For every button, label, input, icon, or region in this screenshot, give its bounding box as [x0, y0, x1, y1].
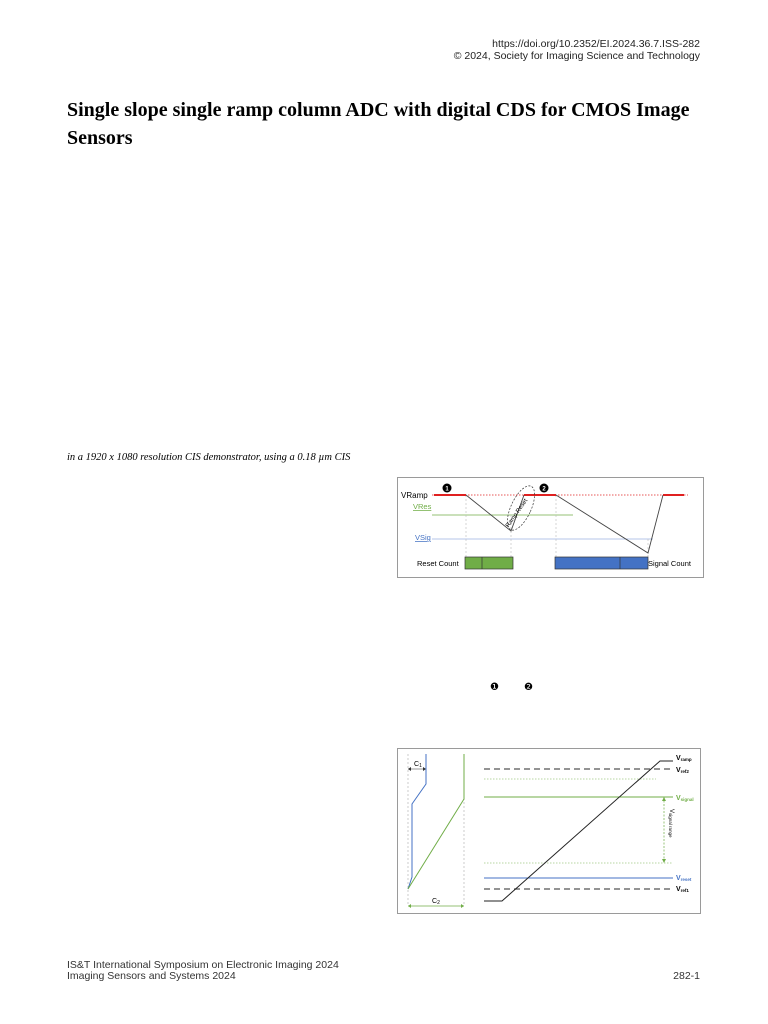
vref1-label-sub: ref1	[680, 888, 689, 893]
marker-1-label: 1	[445, 486, 449, 493]
vsignal-label-main: V	[676, 795, 681, 802]
vreset-label-main: V	[676, 875, 681, 882]
ramp-timing-svg	[398, 478, 703, 577]
figure-ramp-timing	[397, 477, 704, 578]
intro-text: in a 1920 x 1080 resolution CIS demonstrator, using a 0.18 µm CIS	[67, 452, 351, 463]
marker-1-text: ❶	[490, 682, 499, 693]
reset-count-bar	[465, 557, 513, 569]
c2-label-sub: 2	[437, 900, 440, 906]
vramp-label: VRamp	[401, 491, 428, 500]
signal-count-bar	[555, 557, 648, 569]
footer-conference	[67, 960, 339, 982]
copyright: © 2024, Society for Imaging Science and Technology	[453, 50, 700, 62]
marker-reference-text	[490, 682, 555, 693]
doi-header	[454, 38, 700, 62]
vramp-label-main: V	[676, 755, 681, 762]
vsignal-label	[676, 795, 694, 802]
vramp-label-sub: ramp	[680, 757, 692, 762]
figure-voltage-levels	[397, 748, 701, 914]
doi-link[interactable]: https://doi.org/10.2352/EI.2024.36.7.ISS-282	[492, 38, 700, 50]
vref2-label	[676, 767, 689, 774]
vramp-trace	[484, 761, 673, 901]
c1-label-sub: 1	[419, 763, 422, 769]
signal-range-label	[668, 809, 674, 838]
footer-line-2: Imaging Sensors and Systems 2024	[67, 970, 236, 982]
signal-range-label-sub: signal range	[668, 813, 673, 838]
vramp-label	[676, 755, 692, 762]
footer-line-1: IS&T International Symposium on Electronic Imaging 2024	[67, 959, 339, 971]
vres-label: VRes	[413, 502, 432, 511]
ramp-reset-label: Ramp Reset	[505, 498, 530, 529]
page-number: 282-1	[673, 970, 700, 982]
vsignal-label-sub: signal	[680, 797, 694, 802]
c1-label	[414, 761, 422, 769]
c1-trace	[408, 754, 426, 889]
c2-label-main: C	[432, 898, 438, 905]
vref2-label-main: V	[676, 767, 681, 774]
vref1-label	[676, 886, 689, 893]
signal-range-label-main: V	[668, 809, 674, 814]
vsig-label: VSig	[415, 533, 431, 542]
vreset-label	[676, 875, 692, 882]
vref1-label-main: V	[676, 886, 681, 893]
voltage-levels-svg	[398, 749, 700, 913]
marker-2-label: 2	[542, 486, 546, 493]
signal-count-label: Signal Count	[648, 559, 691, 568]
reset-count-label: Reset Count	[417, 559, 459, 568]
c2-trace	[408, 754, 464, 889]
paper-title: Single slope single ramp column ADC with digital CDS for CMOS Image Sensors	[67, 99, 690, 149]
marker-2-text: ❷	[524, 682, 534, 693]
vreset-label-sub: reset	[680, 877, 692, 882]
c1-label-main: C	[414, 761, 420, 768]
vref2-label-sub: ref2	[680, 769, 689, 774]
signal-ramp	[556, 495, 663, 553]
c2-label	[432, 898, 440, 906]
